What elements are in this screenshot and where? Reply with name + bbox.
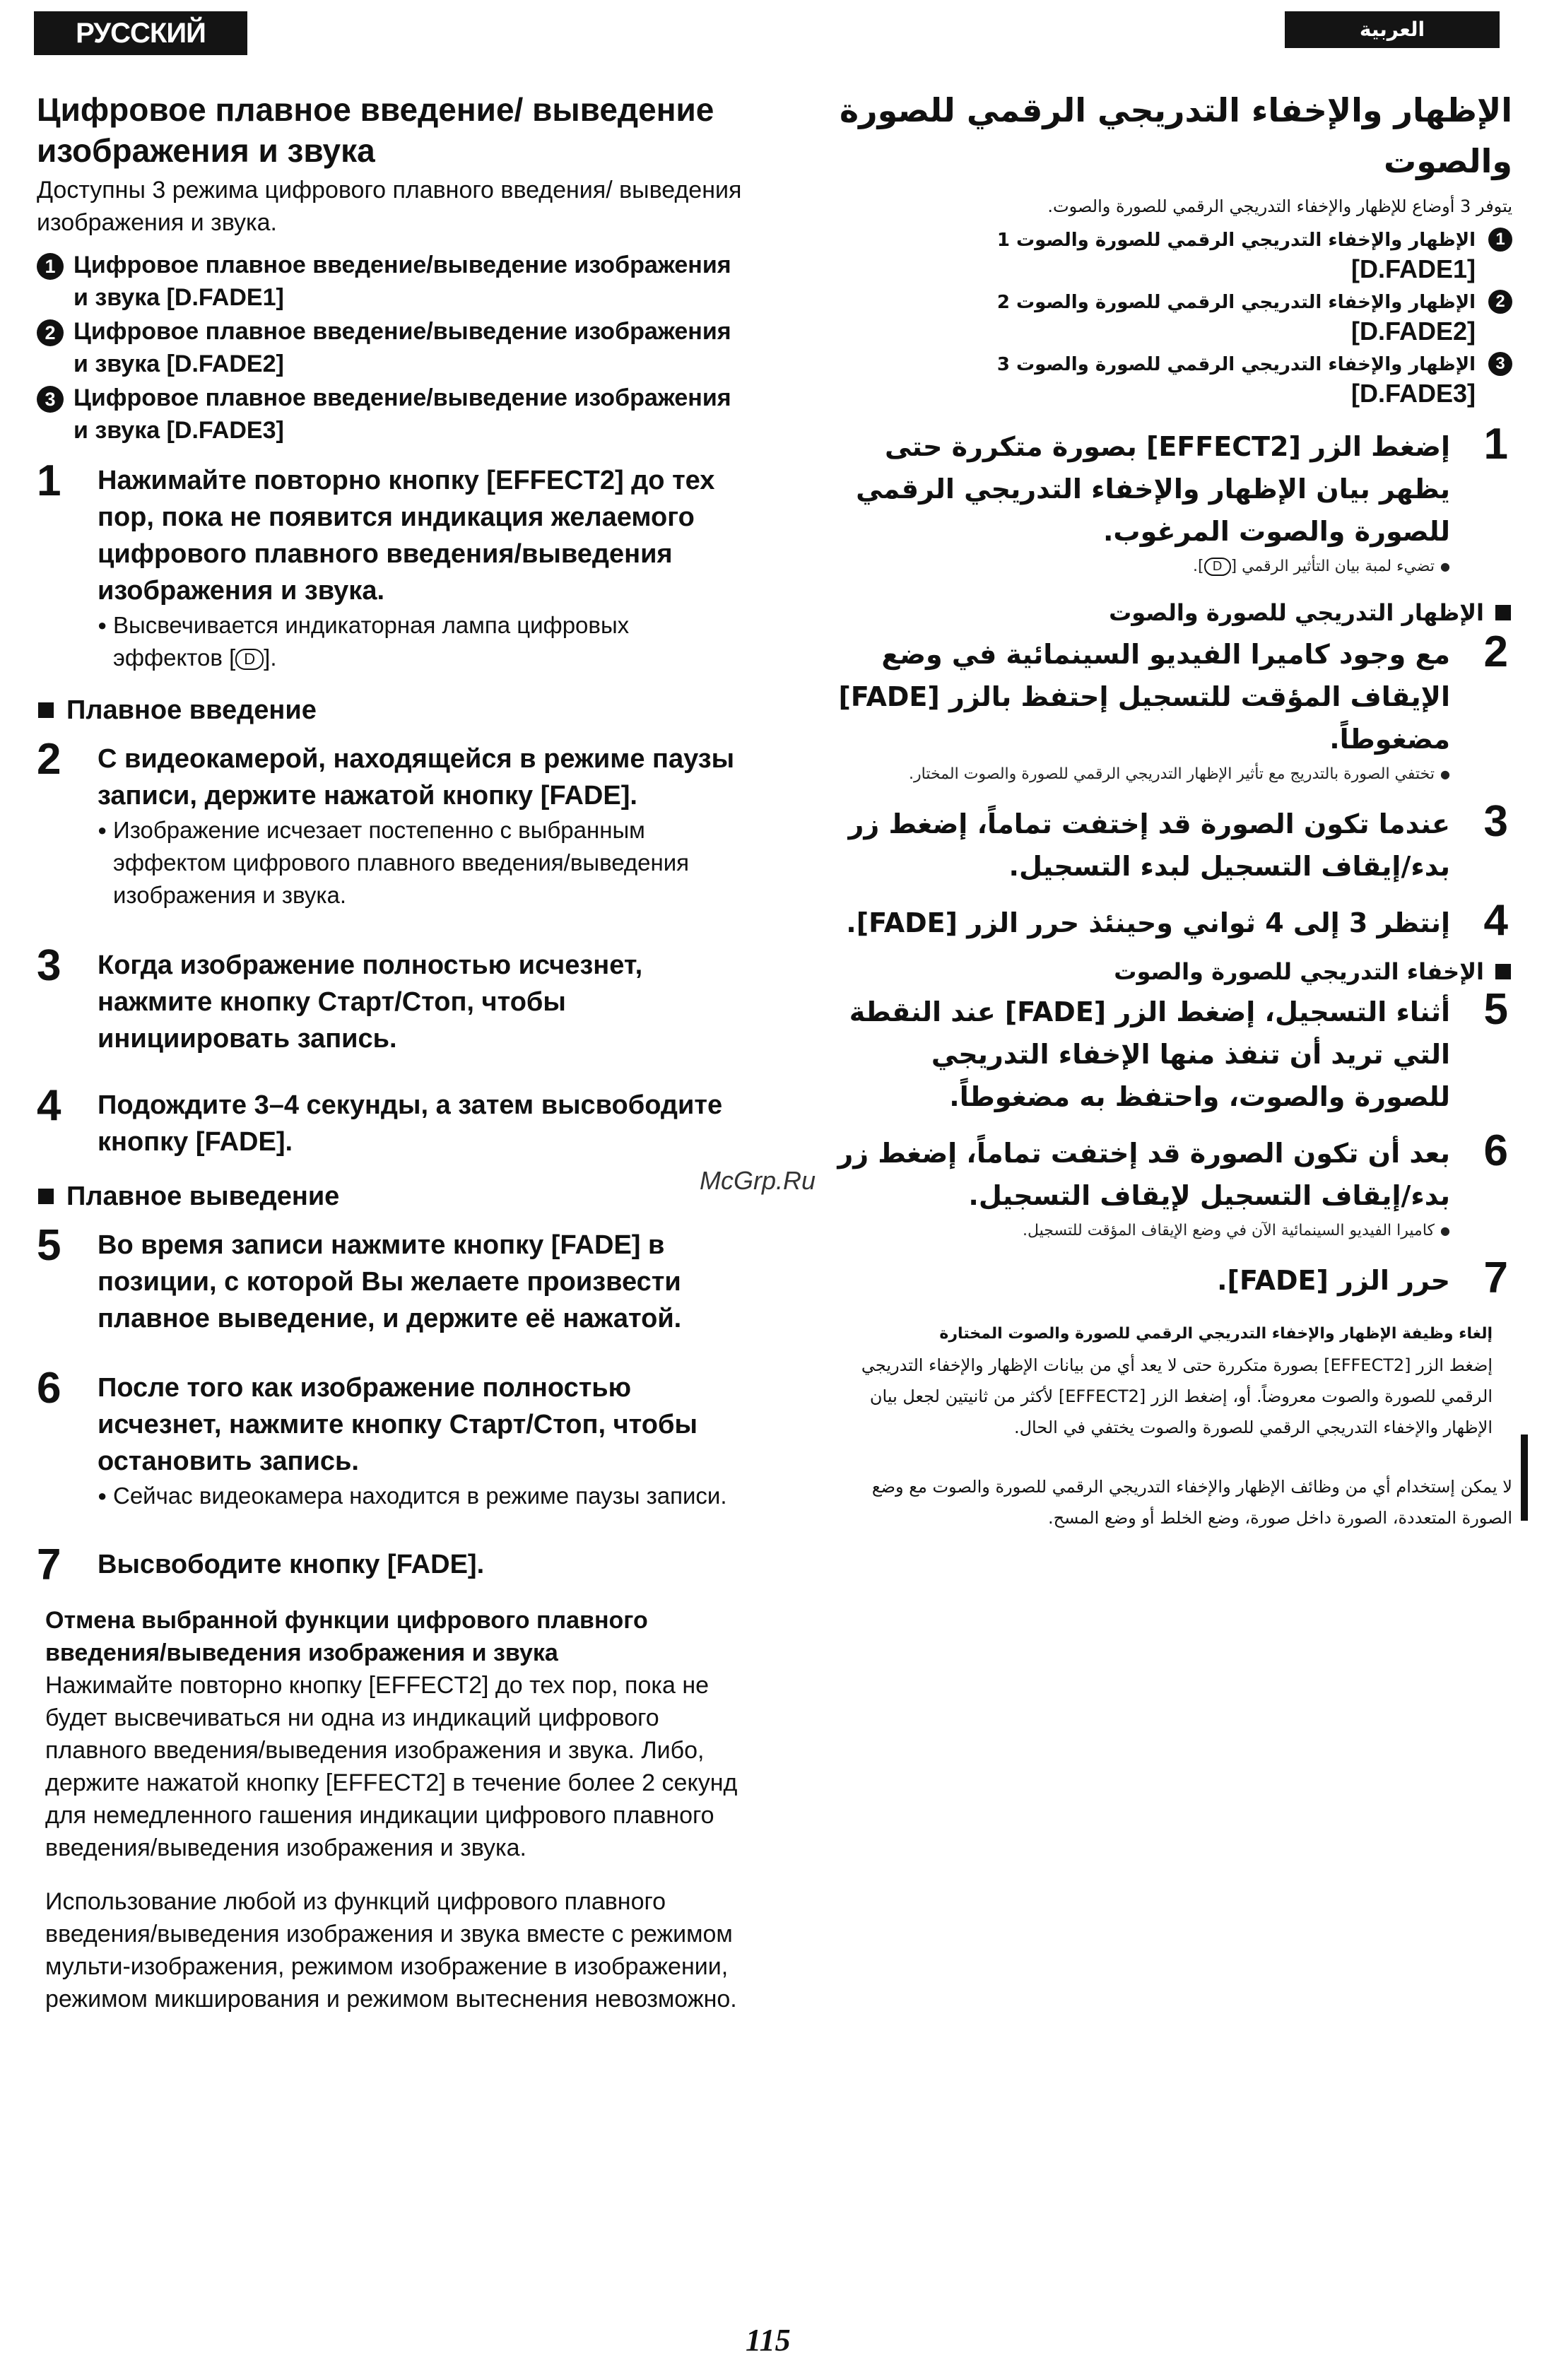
ar-cancel-text: إضغط الزر [EFFECT2] بصورة متكررة حتى لا يعد أي من بيانات الإظهار والإخفاء التدريجي الرقمي للصورة والصوت معروضاً. أو، إضغط الزر [EFFECT2] لأكثر من ثانيتين لجعل بيان الإظهار والإخفاء التدريجي الرقمي للصورة والصوت يختفي في الحال. bbox=[861, 1355, 1493, 1437]
ar-step-3 bbox=[834, 797, 1512, 888]
step-text: Подождите 3–4 секунды, а затем высвободите кнопку [FADE]. bbox=[98, 1090, 723, 1157]
square-bullet-icon bbox=[1495, 605, 1511, 620]
digital-effect-icon: D bbox=[1204, 558, 1231, 576]
ar-mode-code: [D.FADE1] bbox=[1350, 254, 1476, 283]
circled-number-icon: 2 bbox=[37, 319, 64, 346]
step-note bbox=[98, 609, 743, 674]
ru-mode-label: Цифровое плавное введение/выведение изображения и звука [D.FADE1] bbox=[73, 252, 731, 311]
square-bullet-icon bbox=[38, 702, 54, 718]
ru-step-1 bbox=[37, 456, 743, 674]
step-number: 7 bbox=[1483, 1254, 1508, 1302]
ru-mode-1 bbox=[37, 249, 743, 314]
step-note: ● Изображение исчезает постепенно с выбранным эффектом цифрового плавного введения/выведения изображения и звука. bbox=[98, 814, 743, 912]
step-text: مع وجود كاميرا الفيديو السينمائية في وضع الإيقاف المؤقت للتسجيل إحتفظ بالزر [FADE] مضغوطاً. bbox=[838, 639, 1450, 755]
ru-fade-in-heading bbox=[37, 693, 743, 728]
ar-step-6 bbox=[834, 1126, 1512, 1245]
step-text: أثناء التسجيل، إضغط الزر [FADE] عند النقطة التي تريد أن تنفذ منها الإخفاء التدريجي للصورة والصوت، واحتفظ به مضغوطاً. bbox=[849, 996, 1450, 1112]
ru-mode-2 bbox=[37, 315, 743, 380]
ar-intro: يتوفر 3 أوضاع للإظهار والإخفاء التدريجي الرقمي للصورة والصوت. bbox=[1047, 196, 1512, 216]
step-text: إنتظر 3 إلى 4 ثواني وحينئذ حرر الزر [FADE]. bbox=[846, 907, 1450, 938]
ar-step-7 bbox=[834, 1254, 1512, 1302]
russian-language-tab: РУССКИЙ ЯЗЫК bbox=[34, 11, 247, 55]
ar-mode-name: الإظهار والإخفاء التدريجي الرقمي للصورة والصوت 1 bbox=[996, 230, 1476, 251]
ar-cancel-title: إلغاء وظيفة الإظهار والإخفاء التدريجي الرقمي للصورة والصوت المختارة bbox=[939, 1325, 1493, 1343]
circled-number-icon: 1 bbox=[1488, 228, 1512, 252]
square-bullet-icon bbox=[38, 1189, 54, 1204]
step-number: 2 bbox=[1483, 628, 1508, 676]
ru-fade-out-heading bbox=[37, 1179, 743, 1214]
ar-step-1 bbox=[834, 420, 1512, 581]
page-number: 115 bbox=[746, 2323, 791, 2357]
step-number: 5 bbox=[1483, 985, 1508, 1034]
note-text-end: ]. bbox=[1193, 558, 1204, 575]
step-note: ● Сейчас видеокамера находится в режиме паузы записи. bbox=[98, 1480, 743, 1512]
step-text: Когда изображение полностью исчезнет, нажмите кнопку Старт/Стоп, чтобы инициировать запись. bbox=[98, 950, 643, 1054]
ar-mode-3 bbox=[834, 350, 1512, 408]
ar-mode-2 bbox=[834, 288, 1512, 346]
ru-intro: Доступны 3 режима цифрового плавного введения/ выведения изображения и звука. bbox=[37, 177, 742, 236]
ru-mode-3 bbox=[37, 382, 743, 447]
step-note: ● تختفي الصورة بالتدريج مع تأثير الإظهار التدريجي الرقمي للصورة والصوت المختار. bbox=[834, 760, 1450, 789]
step-number: 3 bbox=[37, 941, 61, 990]
circled-number-icon: 1 bbox=[37, 253, 64, 280]
heading-text: Плавное введение bbox=[66, 695, 317, 725]
ar-note: لا يمكن إستخدام أي من وظائف الإظهار والإخفاء التدريجي الرقمي للصورة والصوت مع وضع الصورة المتعددة، الصورة داخل صورة، وضع الخلط أو وضع المسح. bbox=[871, 1477, 1512, 1528]
ar-step-5 bbox=[834, 985, 1512, 1118]
heading-text: الإخفاء التدريجي للصورة والصوت bbox=[1114, 958, 1484, 985]
step-number: 1 bbox=[37, 456, 61, 505]
ru-step-7 bbox=[37, 1540, 743, 1589]
ru-note: Использование любой из функций цифрового плавного введения/выведения изображения и звука вместе с режимом мульти-изображения, режимом изображение в изображении, режимом микширования и режимом вытеснения невозможно. bbox=[45, 1888, 737, 2013]
ru-section-title: Цифровое плавное введение/ выведение изображения и звука bbox=[37, 91, 714, 169]
ar-step-4 bbox=[834, 896, 1512, 945]
digital-effect-icon: D bbox=[235, 649, 264, 670]
step-number: 6 bbox=[1483, 1126, 1508, 1175]
circled-number-icon: 3 bbox=[1488, 352, 1512, 376]
circled-number-icon: 3 bbox=[37, 386, 64, 413]
ar-step-2 bbox=[834, 628, 1512, 789]
step-number: 6 bbox=[37, 1364, 61, 1413]
arabic-column bbox=[834, 85, 1512, 1533]
step-text: Во время записи нажмите кнопку [FADE] в позиции, с которой Вы желаете произвести плавное выведение, и держите её нажатой. bbox=[98, 1230, 682, 1333]
step-text: حرر الزر [FADE]. bbox=[1217, 1265, 1450, 1296]
heading-text: Плавное выведение bbox=[66, 1182, 340, 1211]
square-bullet-icon bbox=[1495, 964, 1511, 979]
step-number: 4 bbox=[1483, 896, 1508, 945]
ru-step-3 bbox=[37, 941, 743, 1057]
russian-column bbox=[37, 89, 743, 2015]
ru-step-5 bbox=[37, 1221, 743, 1337]
ru-step-4 bbox=[37, 1081, 743, 1160]
watermark: McGrp.Ru bbox=[700, 1166, 816, 1195]
ar-section-title: الإظهار والإخفاء التدريجي الرقمي للصورة والصوت bbox=[839, 91, 1512, 180]
step-text: После того как изображение полностью исчезнет, нажмите кнопку Старт/Стоп, чтобы остановить запись. bbox=[98, 1373, 698, 1476]
note-text: تضيء لمبة بيان التأثير الرقمي [ bbox=[1230, 558, 1435, 575]
ar-mode-code: [D.FADE3] bbox=[1350, 379, 1476, 408]
ru-mode-label: Цифровое плавное введение/выведение изображения и звука [D.FADE3] bbox=[73, 384, 731, 444]
step-number: 3 bbox=[1483, 797, 1508, 846]
heading-text: الإظهار التدريجي للصورة والصوت bbox=[1109, 599, 1484, 626]
ar-fade-out-heading bbox=[834, 954, 1512, 989]
step-number: 7 bbox=[37, 1540, 61, 1589]
step-number: 4 bbox=[37, 1081, 61, 1130]
ru-cancel-block bbox=[37, 1604, 743, 2015]
step-text: عندما تكون الصورة قد إختفت تماماً، إضغط زر بدء/إيقاف التسجيل لبدء التسجيل. bbox=[848, 808, 1450, 882]
step-text: إضغط الزر [EFFECT2] بصورة متكررة حتى يظهر بيان الإظهار والإخفاء التدريجي الرقمي للصورة والصوت المرغوب. bbox=[856, 431, 1450, 547]
ar-fade-in-heading bbox=[834, 595, 1512, 630]
circled-number-icon: 2 bbox=[1488, 290, 1512, 314]
ar-mode-1 bbox=[834, 226, 1512, 284]
step-text: С видеокамерой, находящейся в режиме паузы записи, держите нажатой кнопку [FADE]. bbox=[98, 744, 735, 811]
ar-cancel-block bbox=[834, 1319, 1512, 1443]
ru-mode-label: Цифровое плавное введение/выведение изображения и звука [D.FADE2] bbox=[73, 318, 731, 377]
ar-mode-name: الإظهار والإخفاء التدريجي الرقمي للصورة والصوت 2 bbox=[996, 292, 1476, 313]
step-text: بعد أن تكون الصورة قد إختفت تماماً، إضغط زر بدء/إيقاف التسجيل لإيقاف التسجيل. bbox=[837, 1138, 1450, 1211]
ru-cancel-text: Нажимайте повторно кнопку [EFFECT2] до тех пор, пока не будет высвечиваться ни одна из индикаций цифрового плавного введения/выведения изображения и звука. Либо, держите нажатой кнопку [EFFECT2] в течение более 2 секунд для немедленного гашения индикации цифрового плавного введения/выведения изображения и звука. bbox=[45, 1672, 738, 1861]
step-text: Высвободите кнопку [FADE]. bbox=[98, 1550, 485, 1579]
ar-mode-name: الإظهار والإخفاء التدريجي الرقمي للصورة والصوت 3 bbox=[996, 354, 1476, 375]
note-text-end: ]. bbox=[264, 644, 277, 671]
arabic-language-tab: العربية bbox=[1285, 11, 1500, 48]
ru-cancel-title: Отмена выбранной функции цифрового плавного введения/выведения изображения и звука bbox=[45, 1607, 648, 1666]
note-text: Высвечивается индикаторная лампа цифровых эффектов [ bbox=[113, 612, 630, 671]
margin-bar bbox=[1521, 1435, 1528, 1521]
step-number: 2 bbox=[37, 735, 61, 784]
step-note bbox=[834, 553, 1450, 581]
ru-step-6 bbox=[37, 1364, 743, 1512]
step-note: ● كاميرا الفيديو السينمائية الآن في وضع الإيقاف المؤقت للتسجيل. bbox=[834, 1217, 1450, 1245]
ar-mode-code: [D.FADE2] bbox=[1350, 317, 1476, 346]
ru-step-2 bbox=[37, 735, 743, 912]
step-text: Нажимайте повторно кнопку [EFFECT2] до тех пор, пока не появится индикация желаемого цифрового плавного введения/выведения изображения и звука. bbox=[98, 466, 715, 606]
step-number: 5 bbox=[37, 1221, 61, 1270]
step-number: 1 bbox=[1483, 420, 1508, 469]
